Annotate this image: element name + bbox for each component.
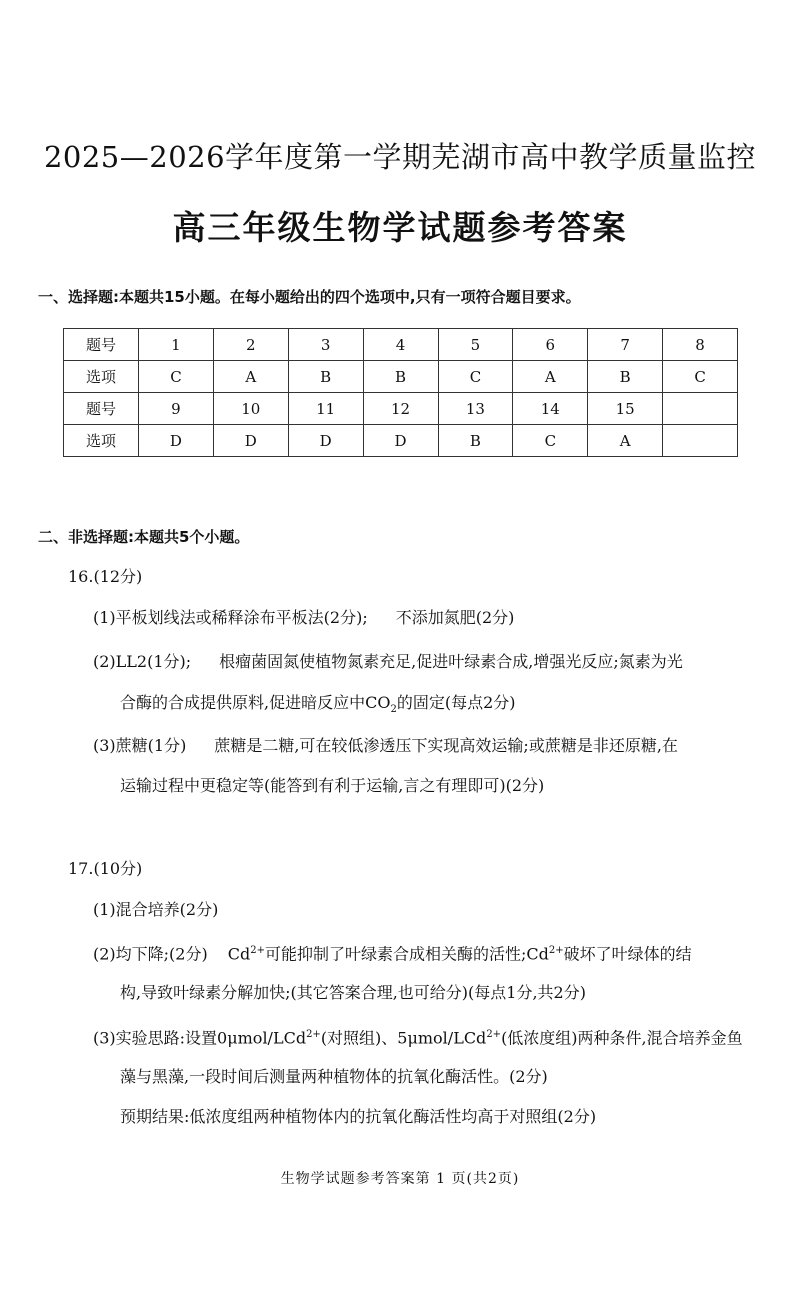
document-subtitle: 高三年级生物学试题参考答案 <box>172 208 628 247</box>
q17-answer-2-cont: 构,导致叶绿素分解加快;(其它答案合理,也可给分)(每点1分,共2分) <box>120 983 586 1002</box>
table-cell: 10 <box>213 393 288 425</box>
section1-heading: 一、选择题:本题共15小题。在每小题给出的四个选项中,只有一项符合题目要求。 <box>38 288 581 306</box>
table-cell <box>663 425 738 457</box>
table-cell: C <box>438 361 513 393</box>
section2-heading: 二、非选择题:本题共5个小题。 <box>38 528 250 546</box>
table-cell: 14 <box>513 393 588 425</box>
document-title: 2025—2026学年度第一学期芜湖市高中教学质量监控 <box>43 140 757 174</box>
table-cell: 11 <box>288 393 363 425</box>
table-row-label: 选项 <box>64 361 139 393</box>
q16-answer-2-cont: 合酶的合成提供原料,促进暗反应中$CO_2$的固定(每点2分) <box>120 693 516 716</box>
table-cell: 4 <box>363 329 438 361</box>
q17-answer-3-cont: 藻与黑藻,一段时间后测量两种植物体的抗氧化酶活性。(2分) <box>120 1067 548 1086</box>
table-row-label: 题号 <box>64 393 139 425</box>
table-cell: A <box>588 425 663 457</box>
table-cell: C <box>663 361 738 393</box>
q17-number: 17.(10分) <box>68 859 143 878</box>
table-cell: 12 <box>363 393 438 425</box>
page-footer: 生物学试题参考答案第 1 页(共2页) <box>280 1171 520 1187</box>
answer-table <box>63 328 738 457</box>
table-row <box>64 393 738 425</box>
table-cell: D <box>213 425 288 457</box>
table-cell: 1 <box>139 329 214 361</box>
q17-answer-1: (1)混合培养(2分) <box>93 900 219 919</box>
table-cell: 3 <box>288 329 363 361</box>
q17-answer-3: (3)实验思路:设置0μmol/LCd$^{2+}$(对照组)、5μmol/LCd$^{2+}$(低浓度组)两种条件,混合培养金鱼 <box>93 1028 743 1048</box>
table-cell: 9 <box>139 393 214 425</box>
table-cell <box>663 393 738 425</box>
table-cell: B <box>363 361 438 393</box>
table-cell: 7 <box>588 329 663 361</box>
table-cell: B <box>438 425 513 457</box>
q17-answer-2: (2)均下降;(2分) $Cd^{2+}$可能抑制了叶绿素合成相关酶的活性$;Cd^{2+}$破坏了叶绿体的结 <box>93 944 692 964</box>
q16-answer-3: (3)蔗糖(1分) 蔗糖是二糖,可在较低渗透压下实现高效运输;或蔗糖是非还原糖,在 <box>93 736 678 755</box>
q16-answer-1: (1)平板划线法或稀释涂布平板法(2分); 不添加氮肥(2分) <box>93 608 515 627</box>
table-cell: 13 <box>438 393 513 425</box>
q17-expected-result: 预期结果:低浓度组两种植物体内的抗氧化酶活性均高于对照组(2分) <box>120 1107 597 1126</box>
table-cell: A <box>513 361 588 393</box>
q16-answer-2: (2)LL2(1分); 根瘤菌固氮使植物氮素充足,促进叶绿素合成,增强光反应;氮素为光 <box>93 652 683 671</box>
table-cell: 2 <box>213 329 288 361</box>
table-cell: B <box>288 361 363 393</box>
table-cell: D <box>363 425 438 457</box>
q16-answer-3-cont: 运输过程中更稳定等(能答到有利于运输,言之有理即可)(2分) <box>120 776 545 795</box>
table-row <box>64 425 738 457</box>
table-cell: A <box>213 361 288 393</box>
table-cell: D <box>288 425 363 457</box>
q16-number: 16.(12分) <box>68 567 143 586</box>
table-row <box>64 361 738 393</box>
table-row-label: 选项 <box>64 425 139 457</box>
table-cell: 15 <box>588 393 663 425</box>
table-cell: C <box>513 425 588 457</box>
table-row <box>64 329 738 361</box>
table-cell: C <box>139 361 214 393</box>
table-cell: D <box>139 425 214 457</box>
table-cell: 5 <box>438 329 513 361</box>
table-cell: B <box>588 361 663 393</box>
table-cell: 6 <box>513 329 588 361</box>
table-row-label: 题号 <box>64 329 139 361</box>
table-cell: 8 <box>663 329 738 361</box>
